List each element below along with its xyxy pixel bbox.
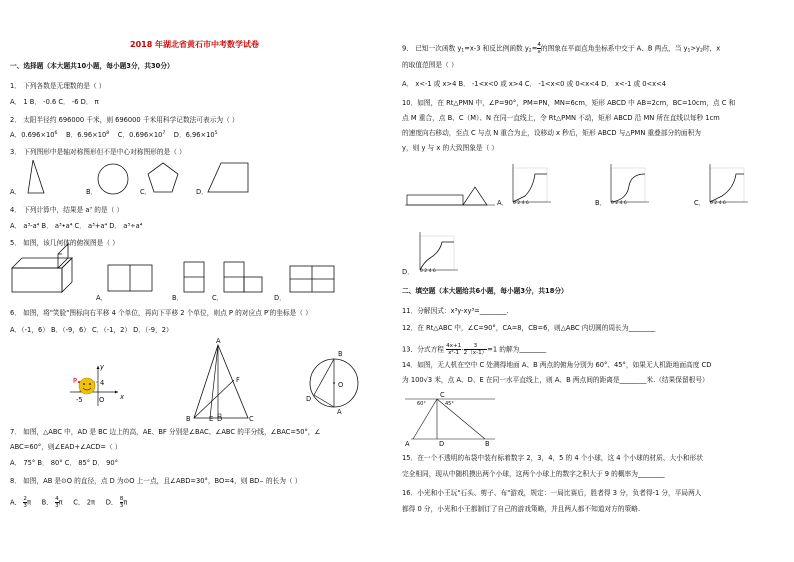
q15-line2: 完全相同，现从中随机摸出两个小球，这两个小球上的数字之积大于 9 的概率为________ <box>402 470 665 478</box>
q16-line1: 16．小光和小王玩"石头、剪子、布"游戏，规定：一局比赛后，胜者得 3 分，负者得-1 分，平局两人 <box>402 489 702 497</box>
q10-triangle-pmn <box>463 187 487 205</box>
q5-label-c: C． <box>212 294 224 302</box>
q7-label-a: A <box>216 337 221 345</box>
q10-label-a: A． <box>497 199 509 207</box>
q14-label-a: A <box>405 440 410 448</box>
section-fill-heading: 二、填空题（本大题给共6小题，每小题3分，共18分） <box>402 287 568 295</box>
q10-line4: y，则 y 与 x 的大致图象是（ ） <box>402 144 499 152</box>
q4-stem: 4． 下列计算中，结果是 a⁷ 的是（ ） <box>10 206 124 214</box>
q14-line1: 14．如图，无人机在空中 C 处测得地面 A、B 两点的俯角分别为 60°、45°，如果无人机距地面高度 CD <box>402 361 712 369</box>
q7-label-d: D <box>217 415 223 423</box>
q7-stem-line1: 7． 如图，△ABC 中，AD 是 BC 边上的高，AE、BF 分别是∠BAC、∠ABC 的平分线，∠BAC=50°，∠ <box>10 428 321 436</box>
q6-stem: 6． 如图，将"笑脸"图标向右平移 4 个单位，再向下平移 2 个单位，则点 P 的对应点 P′的坐标是（ ） <box>10 309 312 317</box>
q9-options: A． x<-1 或 x>4 B． -1<x<0 或 x>4 C． -1<x<0 或 0<x<4 D． x<-1 或 0<x<4 <box>402 80 666 88</box>
q5-figures <box>0 250 397 300</box>
q10-figure <box>405 175 515 215</box>
q10-graph-d-xticks: 0 2 4 6 <box>420 269 436 274</box>
point-p-marker <box>78 381 80 383</box>
q14-label-d: D <box>439 440 445 448</box>
q8-label-a: A <box>337 408 342 416</box>
q6-label-p: P <box>73 377 78 385</box>
q5-option-c-shape <box>224 262 262 292</box>
q7-label-c: C <box>249 415 254 423</box>
q5-stem: 5． 如图，该几何体的俯视图是（ ） <box>10 239 119 247</box>
page-title: 2018 年湖北省黄石市中考数学试卷 <box>130 40 260 49</box>
q13-fraction-1: $\frac{4x+1}{\text{x²-1}}$ <box>446 343 462 356</box>
q10-line1: 10．如图，在 Rt△PMN 中，∠P=90°，PM=PN，MN=6cm，矩形 ABCD 中 AB=2cm，BC=10cm，点 C 和 <box>402 99 736 107</box>
q8-option-b-fraction: $\frac{4}{3}$ <box>55 496 59 509</box>
q10-line3: 的速度向右移动，至点 C 与点 N 重合为止，设移动 x 秒后，矩形 ABCD 与△PMN 重叠部分的面积为 <box>402 129 701 137</box>
q2-exp-b: 8 <box>106 131 110 136</box>
q13-text: 13．分式方程 $\frac{4x+1}{\text{x²-1}}$ - $\frac{3}{2(x-1)}$ =1 的解为________ <box>402 343 547 356</box>
q8-stem: 8． 如图，AB 是⊙O 的直径，点 D 为⊙O 上一点，且∠ABD=30°，BO=4，则 BD⌢ 的长为（ ） <box>10 477 302 485</box>
q2-option-d: D．6.96×10 <box>173 131 215 139</box>
q9-stem-line1: 9． 已知一次函数 $y_1=x-3$ 和反比例函数 $y_2=$ $\frac{4}{x}$ 的图象在平面直角坐标系中交于 A、B 两点，当 $y_1>y_2$时，x <box>402 42 721 55</box>
q6-label-4: 4 <box>100 379 105 387</box>
q3-figures <box>0 155 397 205</box>
q5-label-d: D． <box>274 294 286 302</box>
q7-stem-line2: ABC=60°，则∠EAD+∠ACD=（ ） <box>10 443 122 451</box>
q5-label-a: A． <box>96 294 108 302</box>
section-choice-heading: 一、选择题（本大题共10小题，每小题3分，共30分） <box>10 62 174 70</box>
q10-line2: 点 M 重合，点 B、C（M）、N 在同一直线上，令 Rt△PMN 不动，矩形 ABCD 沿 MN 所在直线以每秒 1cm <box>402 114 720 122</box>
q2-exp-c: 7 <box>162 131 166 136</box>
q5-solid <box>12 244 72 292</box>
q2-options <box>10 131 218 139</box>
q8-options: A． $\frac{2}{3}$ π B． $\frac{4}{3}$ π C． 2π D． $\frac{8}{3}$ π <box>10 496 128 509</box>
q3-label-c: C． <box>140 188 152 196</box>
q2-exp-d: 5 <box>214 131 218 136</box>
q14-line2: 为 100√3 米，点 A、D、E 在同一水平直线上，则 A、B 两点间的距离是________米.（结果保留根号） <box>402 376 709 384</box>
q5-option-b-shape <box>184 262 204 292</box>
q8-option-b-label: B． <box>41 498 53 507</box>
q10-label-c: C． <box>694 199 706 207</box>
q2-option-a: A．0.696×10 <box>10 131 55 139</box>
q6-label-o: O <box>99 396 105 404</box>
q8-option-d-fraction: $\frac{8}{3}$ <box>119 496 124 509</box>
q15-line1: 15．在一个不透明的布袋中装有标着数字 2，3，4，5 的 4 个小球，这 4 个小球的材质、大小和形状 <box>402 454 703 462</box>
q10-graph-a-xticks: 0 2 4 6 <box>513 201 529 206</box>
q3-stem: 3． 下列图形中是轴对称图形但不是中心对称图形的是（ ） <box>10 148 186 156</box>
q9-stem-line2: 的取值范围是（ ） <box>402 61 458 69</box>
q3-label-d: D． <box>196 188 208 196</box>
q3-label-b: B． <box>86 188 98 196</box>
q8-option-d-label: D． <box>105 498 118 507</box>
q8-figure <box>306 345 366 425</box>
q1-options: A． 1 B． -0.6 C． -6 D． π <box>10 98 99 106</box>
q10-graph-c-xticks: 0 2 4 6 <box>710 201 726 206</box>
q6-label-x: x <box>120 393 124 401</box>
q3-circle <box>98 164 128 194</box>
q3-pentagon <box>148 163 178 192</box>
q8-label-b: B <box>338 350 343 358</box>
q8-label-o: O <box>338 381 344 389</box>
q10-graph-b-xticks: 0 2 4 6 <box>611 201 627 206</box>
q7-label-f: F <box>236 376 240 384</box>
q3-label-a: A． <box>10 188 22 196</box>
q3-triangle <box>28 160 44 193</box>
q2-option-c: C．0.696×10 <box>117 131 163 139</box>
q4-options: A． a³-a⁴ B． a³•a⁴ C． a³+a⁴ D． a³÷a⁴ <box>10 222 143 230</box>
q10-label-b: B． <box>595 199 607 207</box>
q3-trapezoid <box>208 163 248 192</box>
q7-label-b: B <box>186 415 191 423</box>
q10-label-d: D． <box>402 268 414 276</box>
smiley-face-icon <box>79 378 95 394</box>
q16-line2: 都得 0 分，小光和小王都制订了自己的游戏策略，并且两人都不知道对方的策略. <box>402 505 641 513</box>
q1-stem: 1． 下列各数是无理数的是（ ） <box>10 82 106 90</box>
q2-stem: 2． 太阳半径约 696000 千米，则 696000 千米用科学记数法可表示为（ ） <box>10 116 239 124</box>
q14-label-60: 60° <box>417 401 426 407</box>
q14-label-c: C <box>440 391 445 399</box>
q8-option-c: C． 2π <box>73 498 96 507</box>
q5-label-b: B． <box>172 294 184 302</box>
q6-label-neg5: -5 <box>76 396 83 404</box>
q12-text: 12．在 Rt△ABC 中，∠C=90°，CA=8，CB=6，则△ABC 内切圆的周长为________ <box>402 324 656 332</box>
q7-label-e: E <box>209 415 214 423</box>
q13-fraction-2: $\frac{3}{2(x-1)}$ <box>463 343 488 356</box>
q5-option-d-shape <box>290 266 334 292</box>
q8-label-d: D <box>306 395 312 403</box>
q14-label-b: B <box>485 440 490 448</box>
q6-options: A．（-1，6） B．（-9，6） C．（-1，2） D．（-9，2） <box>10 326 173 334</box>
q10-rectangle-abcd <box>407 195 463 205</box>
q8-option-a-fraction: $\frac{2}{3}$ <box>23 496 27 509</box>
q14-label-45: 45° <box>445 401 454 407</box>
q7-options: A． 75° B． 80° C． 85° D． 90° <box>10 459 119 467</box>
q5-option-a-shape <box>108 265 152 291</box>
q6-label-y: y <box>100 363 104 371</box>
q11-text: 11．分解因式：x³y-xy³=________. <box>402 307 509 315</box>
q2-exp-a: 6 <box>54 131 58 136</box>
q8-option-a-label: A． <box>10 498 22 507</box>
q2-option-b: B．6.96×10 <box>65 131 107 139</box>
right-column <box>397 0 794 562</box>
q9-fraction: $\frac{4}{x}$ <box>537 42 541 55</box>
q7-figure <box>190 340 260 420</box>
